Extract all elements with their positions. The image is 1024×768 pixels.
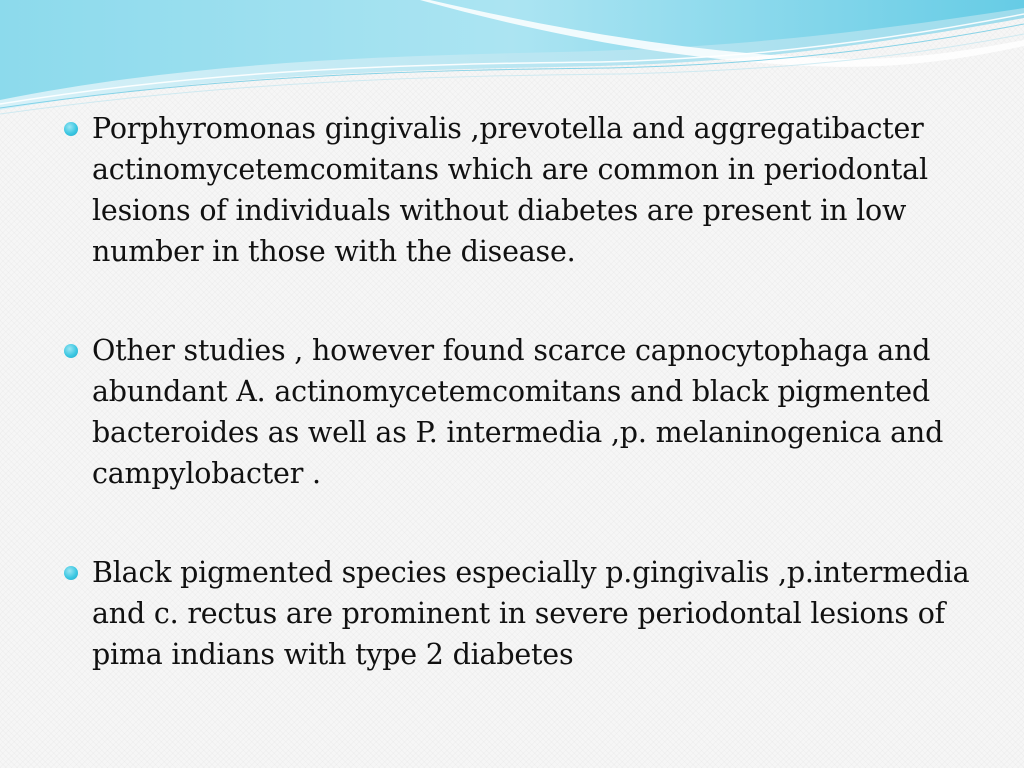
bullet-dot-icon [64,122,78,136]
bullet-text: Porphyromonas gingivalis ,prevotella and aggregatibacter actinomycetemcomitans which are common in periodontal lesions of individuals without diabetes are present in low number in those with the disease. [92,112,928,268]
bullet-list [60,108,980,733]
bullet-dot-icon [64,344,78,358]
header-wave-decoration [0,0,1024,120]
bullet-dot-icon [64,566,78,580]
bullet-item [60,108,980,272]
bullet-item [60,552,980,675]
bullet-item [60,330,980,494]
bullet-text: Other studies , however found scarce capnocytophaga and abundant A. actinomycetemcomitans and black pigmented bacteroides as well as P. intermedia ,p. melaninogenica and campylobacter . [92,334,944,490]
bullet-text: Black pigmented species especially p.gingivalis ,p.intermedia and c. rectus are prominent in severe periodontal lesions of pima indians with type 2 diabetes [92,556,970,671]
